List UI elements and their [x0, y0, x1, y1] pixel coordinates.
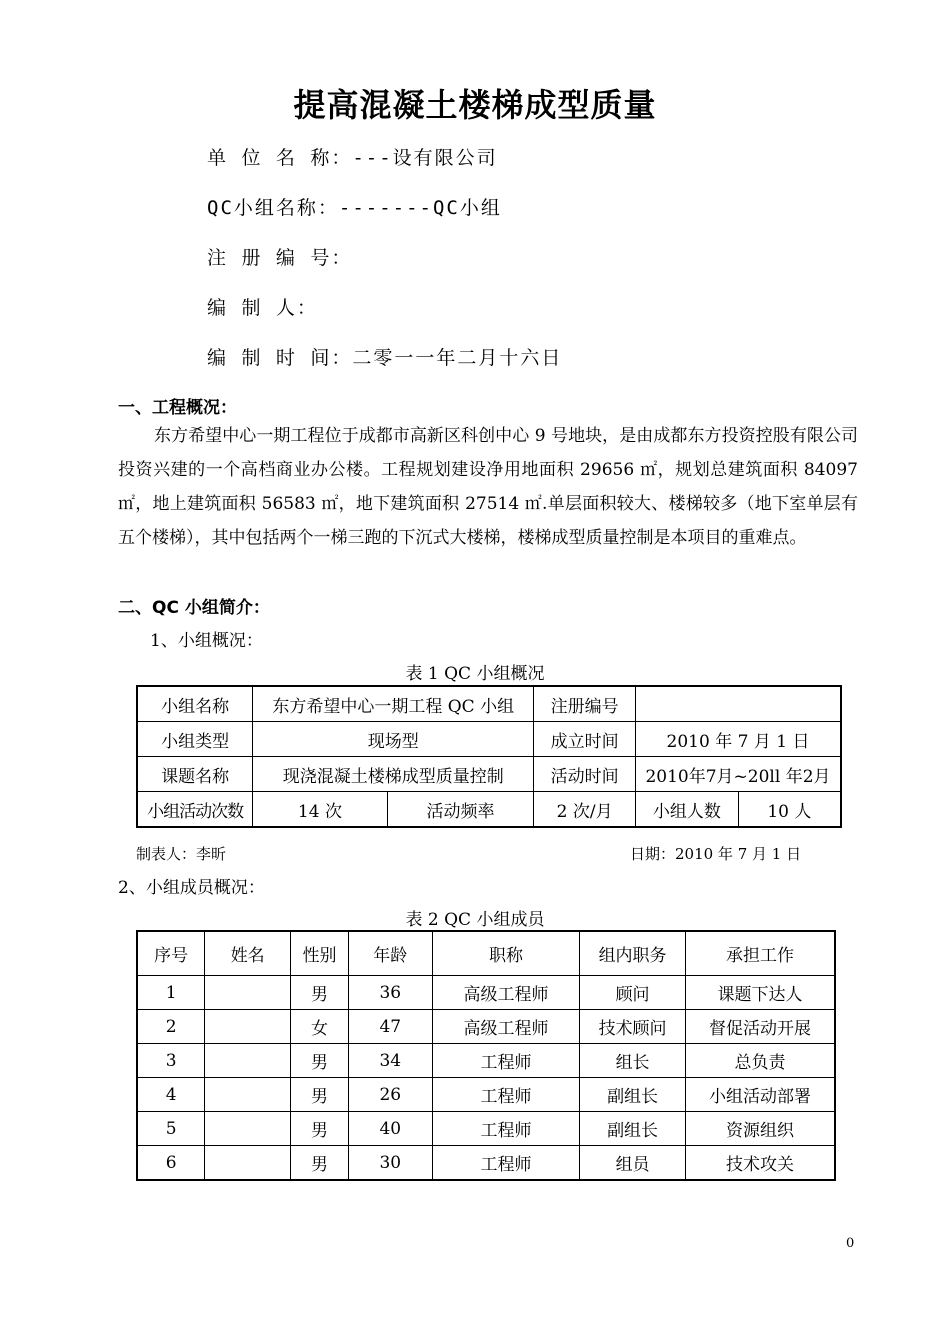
table-cell: 47: [348, 1010, 432, 1044]
table-cell: [205, 1112, 291, 1146]
table-cell: 女: [291, 1010, 349, 1044]
section-1-heading: 一、工程概况：: [118, 398, 237, 418]
table-row: [137, 686, 841, 722]
table-cell: 男: [291, 1044, 349, 1078]
table-cell: 工程师: [432, 1112, 580, 1146]
table-cell: 10 人: [738, 792, 841, 828]
table-cell: 东方希望中心一期工程 QC 小组: [253, 686, 534, 722]
table-row: [137, 976, 835, 1010]
registration-number-line: 注 册 编 号：: [207, 247, 353, 269]
table-cell: 2: [137, 1010, 205, 1044]
compile-date-line: 编 制 时 间：二零一一年二月十六日: [207, 347, 563, 369]
table-cell: [205, 1044, 291, 1078]
column-header: 姓名: [205, 931, 291, 976]
author-line: 编 制 人：: [207, 297, 318, 319]
table-cell: [205, 1146, 291, 1181]
table-cell: 4: [137, 1078, 205, 1112]
table-cell: 课题下达人: [685, 976, 835, 1010]
table-row: [137, 1010, 835, 1044]
table-cell: 小组活动次数: [137, 792, 253, 828]
table-cell: 顾问: [580, 976, 686, 1010]
table-cell: 高级工程师: [432, 1010, 580, 1044]
page-number: 0: [846, 1236, 855, 1251]
table-cell: 活动频率: [387, 792, 534, 828]
column-header: 职称: [432, 931, 580, 976]
table-cell: 工程师: [432, 1078, 580, 1112]
table-row: [137, 1146, 835, 1181]
table-header-row: [137, 931, 835, 976]
table-date-note: 日期：2010 年 7 月 1 日: [630, 845, 802, 863]
column-header: 性别: [291, 931, 349, 976]
table-cell: 男: [291, 976, 349, 1010]
table-cell: 副组长: [580, 1078, 686, 1112]
table-row: [137, 1078, 835, 1112]
table-cell: 工程师: [432, 1146, 580, 1181]
table-cell: 34: [348, 1044, 432, 1078]
table-row: [137, 1044, 835, 1078]
table-cell: 2010 年 7 月 1 日: [636, 722, 841, 757]
table-cell: 40: [348, 1112, 432, 1146]
document-title: 提高混凝土楼梯成型质量: [293, 86, 657, 124]
table-cell: 注册编号: [534, 686, 636, 722]
table-cell: 1: [137, 976, 205, 1010]
table-cell: 3: [137, 1044, 205, 1078]
table-cell: 组长: [580, 1044, 686, 1078]
project-overview-paragraph: 东方希望中心一期工程位于成都市高新区科创中心 9 号地块，是由成都东方投资控股有限公司投资兴建的一个高档商业办公楼。工程规划建设净用地面积 29656 ㎡，规划总建筑面积 84097 ㎡，地上建筑面积 56583 ㎡，地下建筑面积 27514 ㎡.单层面积较大、楼梯较多（地下室单层有五个楼梯），其中包括两个一梯三跑的下沉式大楼梯，楼梯成型质量控制是本项目的重难点。: [118, 426, 858, 548]
table-cell: 36: [348, 976, 432, 1010]
table-cell: 课题名称: [137, 757, 253, 792]
column-header: 年龄: [348, 931, 432, 976]
table-cell: 男: [291, 1146, 349, 1181]
subsection-member-overview: 2、小组成员概况：: [118, 878, 265, 898]
table-cell: 技术攻关: [685, 1146, 835, 1181]
column-header: 承担工作: [685, 931, 835, 976]
table-1-caption: 表 1 QC 小组概况: [405, 664, 545, 684]
qc-group-name-line: QC小组名称：-------QC小组: [207, 197, 502, 219]
table-cell: 小组活动部署: [685, 1078, 835, 1112]
table-cell: 小组类型: [137, 722, 253, 757]
column-header: 序号: [137, 931, 205, 976]
table-cell: 组员: [580, 1146, 686, 1181]
table-cell: [205, 1078, 291, 1112]
table-cell: 督促活动开展: [685, 1010, 835, 1044]
subsection-group-overview: 1、小组概况：: [150, 631, 263, 651]
table-cell: 30: [348, 1146, 432, 1181]
table-2-caption: 表 2 QC 小组成员: [405, 910, 545, 930]
table-row: [137, 757, 841, 792]
table-maker-note: 制表人：李昕: [136, 845, 227, 863]
section-2-heading: 二、QC 小组简介：: [118, 598, 270, 618]
table-row: [137, 792, 841, 828]
column-header: 组内职务: [580, 931, 686, 976]
qc-group-overview-table: [136, 685, 842, 828]
table-cell: 小组名称: [137, 686, 253, 722]
table-cell: 资源组织: [685, 1112, 835, 1146]
table-cell: 总负责: [685, 1044, 835, 1078]
table-cell: 工程师: [432, 1044, 580, 1078]
qc-group-members-table: [136, 930, 836, 1181]
table-row: [137, 722, 841, 757]
table-cell: 男: [291, 1112, 349, 1146]
table-cell: 2010年7月~20ll 年2月: [636, 757, 841, 792]
table-cell: 现浇混凝土楼梯成型质量控制: [253, 757, 534, 792]
table-cell: 副组长: [580, 1112, 686, 1146]
table-cell: 14 次: [253, 792, 388, 828]
table-cell: 成立时间: [534, 722, 636, 757]
table-cell: 技术顾问: [580, 1010, 686, 1044]
table-cell: 6: [137, 1146, 205, 1181]
table-cell: 男: [291, 1078, 349, 1112]
table-cell: 小组人数: [636, 792, 739, 828]
unit-name-line: 单 位 名 称：---设有限公司: [207, 147, 498, 169]
table-cell: [636, 686, 841, 722]
table-cell: 5: [137, 1112, 205, 1146]
table-cell: 26: [348, 1078, 432, 1112]
table-cell: 2 次/月: [534, 792, 636, 828]
table-cell: [205, 1010, 291, 1044]
table-cell: 现场型: [253, 722, 534, 757]
table-row: [137, 1112, 835, 1146]
table-cell: 高级工程师: [432, 976, 580, 1010]
table-cell: [205, 976, 291, 1010]
table-cell: 活动时间: [534, 757, 636, 792]
